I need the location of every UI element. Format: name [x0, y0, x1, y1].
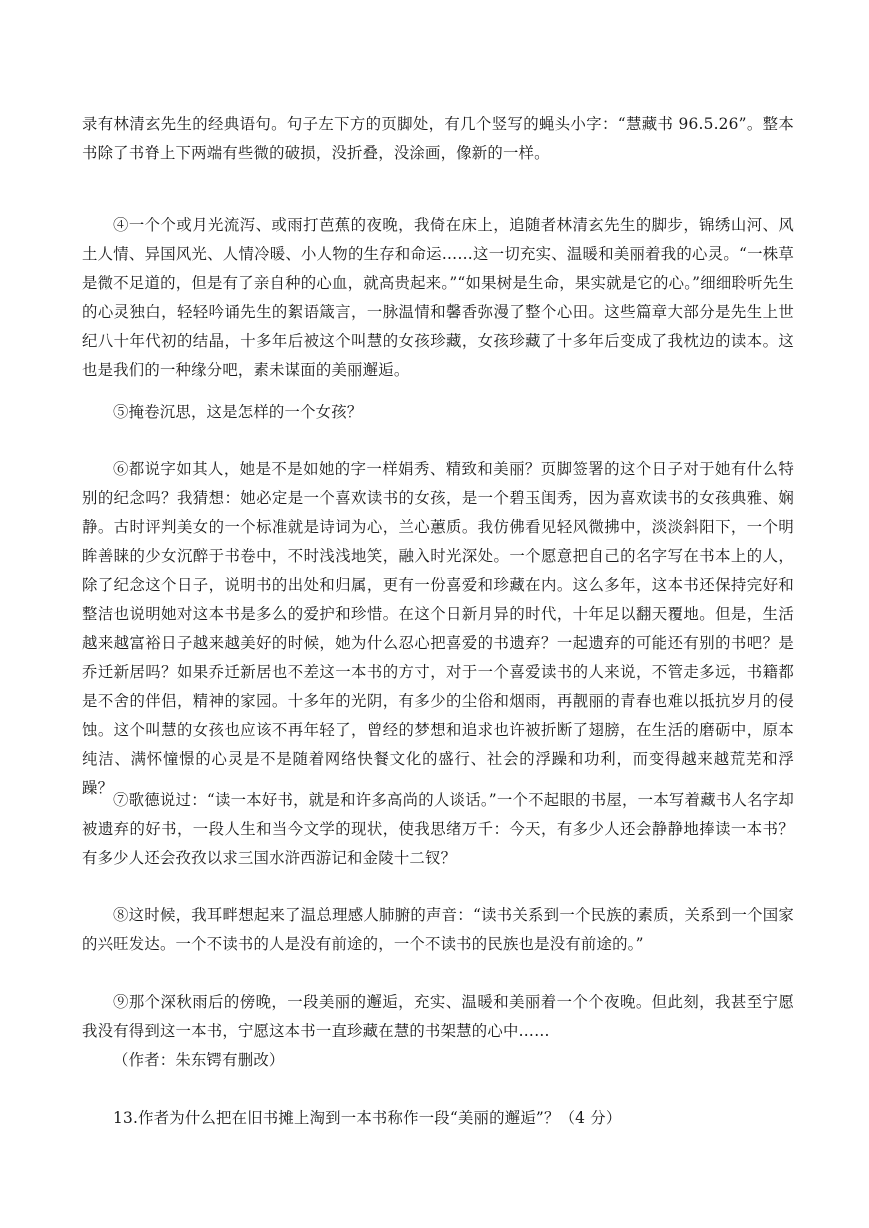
author-note: （作者：朱东锷有删改） — [113, 1051, 285, 1069]
paragraph-5: ⑤掩卷沉思，这是怎样的一个女孩？ — [113, 403, 363, 421]
paragraph-6: ⑥都说字如其人，她是不是如她的字一样娟秀、精致和美丽？页脚签署的这个日子对于她有什么特别的纪念吗？我猜想：她必定是一个喜欢读书的女孩，是一个碧玉闺秀，因为喜欢读书的女孩典雅、娴静。古时评判美女的一个标准就是诗词为心，兰心蕙质。我仿佛看见轻风微拂中，淡淡斜阳下，一个明眸善睐的少女沉醉于书卷中，不时浅浅地笑，融入时光深处。一个愿意把自己的名字写在书本上的人，除了纪念这个日子，说明书的出处和归属，更有一份喜爱和珍藏在内。这么多年，这本书还保持完好和整洁也说明她对这本书是多么的爱护和珍惜。在这个日新月异的时代，十年足以翻天覆地。但是，生活越来越富裕日子越来越美好的时候，她为什么忍心把喜爱的书遗弃？一起遗弃的可能还有别的书吧？是乔迁新居吗？如果乔迁新居也不差这一本书的方寸，对于一个喜爱读书的人来说，不管走多远，书籍都是不舍的伴侣，精神的家园。十多年的光阴，有多少的尘俗和烟雨，再靓丽的青春也难以抵抗岁月的侵蚀。这个叫慧的女孩也应该不再年轻了，曾经的梦想和追求也许被折断了翅膀，在生活的磨砺中，原本纯洁、满怀憧憬的心灵是不是随着网络快餐文化的盛行、社会的浮躁和功利，而变得越来越荒芜和浮躁？ — [82, 460, 794, 797]
paragraph-8: ⑧这时候，我耳畔想起来了温总理感人肺腑的声音：“读书关系到一个民族的素质，关系到一个国家的兴旺发达。一个不读书的人是没有前途的，一个不读书的民族也是没有前途的。” — [82, 906, 794, 953]
paragraph-continuation: 录有林清玄先生的经典语句。句子左下方的页脚处，有几个竖写的蝇头小字：“慧藏书 96.5.26”。整本书除了书脊上下两端有些微的破损，没折叠，没涂画，像新的一样。 — [82, 115, 794, 162]
paragraph-9: ⑨那个深秋雨后的傍晚，一段美丽的邂逅，充实、温暖和美丽着一个个夜晚。但此刻，我甚至宁愿我没有得到这一本书，宁愿这本书一直珍藏在慧的书架慧的心中…… — [82, 993, 794, 1040]
paragraph-7: ⑦歌德说过：“读一本好书，就是和许多高尚的人谈话。”一个不起眼的书屋，一本写着藏书人名字却被遗弃的好书，一段人生和当今文学的现状，使我思绪万千：今天，有多少人还会静静地捧读一本书？有多少人还会孜孜以求三国水浒西游记和金陵十二钗？ — [82, 791, 794, 867]
paragraph-4: ④一个个或月光流泻、或雨打芭蕉的夜晚，我倚在床上，追随者林清玄先生的脚步，锦绣山河、风土人情、异国风光、人情冷暖、小人物的生存和命运……这一切充实、温暖和美丽着我的心灵。“一株草是微不足道的，但是有了亲自种的心血，就高贵起来。”“如果树是生命，果实就是它的心。”细细聆听先生的心灵独白，轻轻吟诵先生的絮语箴言，一脉温情和馨香弥漫了整个心田。这些篇章大部分是先生上世纪八十年代初的结晶，十多年后被这个叫慧的女孩珍藏，女孩珍藏了十多年后变成了我枕边的读本。这也是我们的一种缘分吧，素未谋面的美丽邂逅。 — [82, 216, 794, 379]
question-13: 13.作者为什么把在旧书摊上淘到一本书称作一段“美丽的邂逅”？（4 分） — [113, 1109, 622, 1127]
